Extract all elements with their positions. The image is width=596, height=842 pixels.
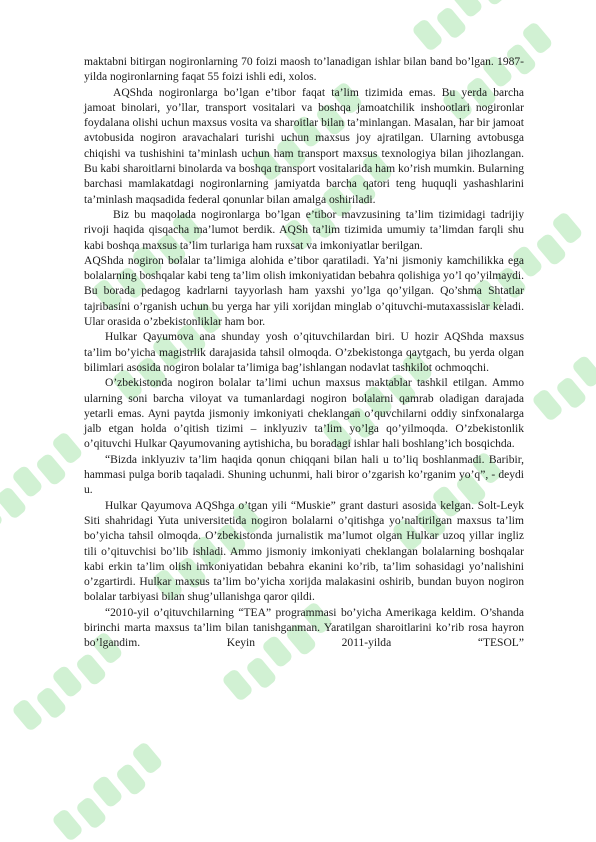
watermark-block — [115, 762, 148, 797]
paragraph-3: Biz bu maqolada nogironlarga bo’lgan e’tibor mavzusining ta’lim tizimidagi tadrijiy rivoji haqida qisqacha ma’lumot berdik. AQSh ta’lim tizimida umumiy ta’limdan farqli shu kabi boshqa maxsus ta’lim turlariga ham ruxsat va imkoniyatlar berilgan. — [84, 208, 524, 252]
watermark-block — [11, 698, 44, 733]
paragraph-1: maktabni bitirgan nogironlarning 70 foizi maosh to’lanadigan ishlar bilan band bo’lgan. 1987-yilda nogironlarning faqat 55 foizi ishli edi, xolos. — [84, 56, 524, 84]
watermark-block — [475, 0, 508, 7]
paragraph-8: Hulkar Qayumova AQShga o’tgan yili “Muskie” grant dasturi asosida kelgan. Solt-Leyk Siti shahridagi Yuta universitetida nogiron bolalarni o’qitishga yo’naltirilgan maxsus ta’lim bo’yicha tahsil olmoqda. O’zbekistonda jurnalistik ma’lumot olgan Hulkar uzoq yillar ingliz tili o’qituvchisi bo’lib ishladi. Ammo jismoniy imkoniyati cheklangan bolalarning boshqalar kabi erkin ta’lim olish imkoniyatidan bebahra ekanini ko’rib, ta’lim sohasidagi yo’nalishini o’zgartirdi. Hulkar maxsus ta’lim bo’yicha xorijda malakasini oshirib, bundan buyon nogiron bolalar tarbiyasi bilan shug’ullanishga qaror qildi. — [84, 499, 524, 604]
watermark-block — [75, 796, 108, 831]
watermark-mark — [531, 321, 596, 427]
watermark-block — [411, 18, 444, 53]
document-body — [84, 55, 524, 652]
watermark-block — [555, 376, 588, 411]
watermark-mark — [51, 741, 168, 842]
watermark-block — [0, 486, 28, 521]
watermark-block — [245, 656, 278, 691]
paragraph-4: AQShda nogiron bolalar ta’limiga alohida e’tibor qaratiladi. Ya’ni jismoniy kamchilikka ega bolalarning boshqalar kabi teng ta’lim olish imkoniyatidan bebahra qolishiga yo’l qo’yilmaydi. Bu borada pedagog kadrlarni tayyorlash ham yaxshi yo’lga qo’yilgan. Qo’shma Shtatlar tajribasini o’rganish uchun bu yerga har yili xorijdan minglab o’qituvchi-mutaxassislar keladi. Ular orasida o’zbekistonliklar ham bor. — [84, 254, 524, 329]
watermark-block — [75, 652, 108, 687]
watermark-mark — [0, 431, 88, 537]
watermark-block — [531, 388, 564, 423]
watermark-block — [131, 741, 164, 776]
watermark-block — [51, 431, 84, 466]
watermark-block — [11, 464, 44, 499]
watermark-block — [0, 498, 4, 533]
watermark-block — [521, 21, 554, 56]
watermark-block — [451, 0, 484, 19]
watermark-block — [571, 354, 596, 389]
paragraph-2: AQShda nogironlarga bo’lgan e’tibor faqat ta’lim tizimida emas. Bu yerda barcha jamoat binolari, yo’llar, transport vositalari va boshqa jamoatchilik inshootlari nogironlar foydalana olishi uchun maxsus vosita va sharoitlar bilan ta’minlangan. Masalan, har bir jamoat avtobusida nogiron aravachalari turishi uchun maxsus joy ajratilgan. Ularning avtobusga chiqishi va tushishini ta’minlash uchun ham transport maxsus texnologiya bilan jihozlangan. Bu kabi sharoitlarni binolarda va boshqa transport vositalarida ham ko’rish mumkin. Bularning barchasi mamlakatdagi nogironlarning jamiyatda barcha qatori teng huquqli yashashlarini ta’minlash maqsadida federal qonunlar bilan amalga oshiriladi. — [84, 86, 524, 206]
watermark-block — [35, 686, 68, 721]
watermark-mark — [411, 0, 528, 57]
paragraph-5: Hulkar Qayumova ana shunday yosh o’qituvchilardan biri. U hozir AQShda maxsus ta’lim bo’yicha magistrlik darajasida tahsil olmoqda. O’zbekistonga qaytgach, bu yerda olgan bilimlari asosida nogiron bolalar ta’limiga bag’ishlangan nodavlat tashkilot ochmoqchi. — [84, 331, 524, 374]
watermark-block — [35, 452, 68, 487]
paragraph-7: “Bizda inklyuziv ta’lim haqida qonun chiqqani bilan hali u to’liq boshlanmadi. Baribir, hammasi pulga borib taqaladi. Shuning uchunmi, hali biror o’zgarish ko’rganim yo’q”, - deydi u. — [84, 453, 524, 497]
watermark-block — [535, 232, 568, 267]
watermark-block — [91, 774, 124, 809]
paragraph-9: “2010-yil o’qituvchilarning “TEA” programmasi bo’yicha Amerikaga keldim. O’shanda birinchi marta maxsus ta’lim bilan tanishganman. Yaratilgan sharoitlarini ko’rib rosa hayron bo’lgandim. Keyin 2011-yilda “TESOL” — [84, 606, 524, 650]
watermark-block — [51, 808, 84, 842]
watermark-block — [51, 664, 84, 699]
watermark-block — [435, 6, 468, 41]
watermark-block — [221, 668, 254, 703]
watermark-block — [551, 211, 584, 246]
paragraph-6: O’zbekistonda nogiron bolalar ta’limi uchun maxsus maktablar tashkil etilgan. Ammo ularning soni barcha viloyat va tumanlardagi nogiron bolalarni qamrab oladigan darajada yetarli emas. Ayni paytda jismoniy imkoniyati cheklangan o’quvchilarni oddiy sinfxonalarga jalb etgan holda o’qitish tizimi – inklyuziv ta’lim yo’lga qo’yilmoqda. O’zbekistonlik o’qituvchi Hulkar Qayumovaning aytishicha, bu boradagi ishlar hali boshlang’ich bosqichda. — [84, 377, 524, 451]
